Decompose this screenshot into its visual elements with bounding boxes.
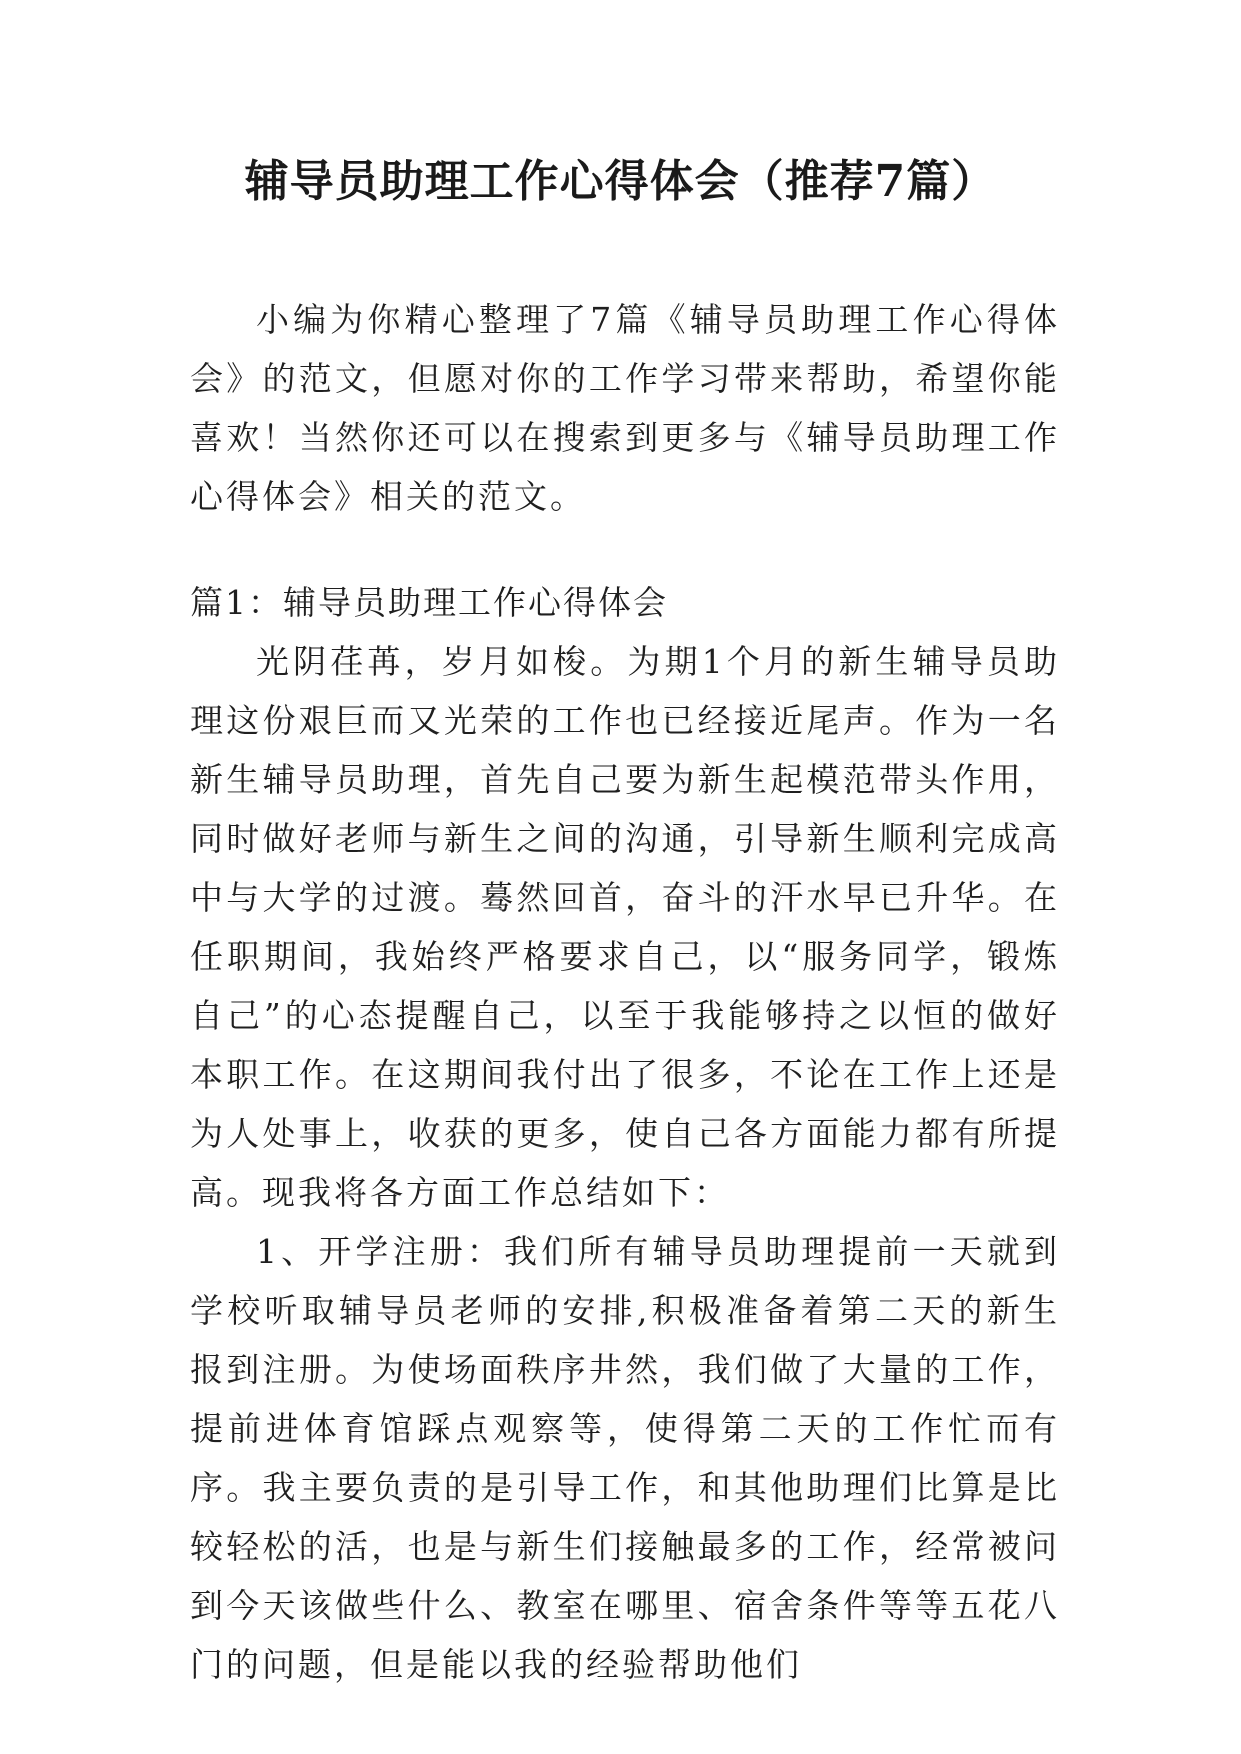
intro-block	[190, 290, 1060, 526]
document-title: 辅导员助理工作心得体会（推荐7篇）	[244, 156, 997, 207]
body-paragraph: 1、开学注册：我们所有辅导员助理提前一天就到学校听取辅导员老师的安排,积极准备着第二天的新生报到注册。为使场面秩序井然，我们做了大量的工作，提前进体育馆踩点观察等，使得第二天的工作忙而有序。我主要负责的是引导工作，和其他助理们比算是比较轻松的活，也是与新生们接触最多的工作，经常被问到今天该做些什么、教室在哪里、宿舍条件等等五花八门的问题，但是能以我的经验帮助他们	[190, 1232, 1060, 1684]
body-paragraph: 光阴荏苒，岁月如梭。为期1个月的新生辅导员助理这份艰巨而又光荣的工作也已经接近尾声。作为一名新生辅导员助理，首先自己要为新生起模范带头作用，同时做好老师与新生之间的沟通，引导新生顺利完成高中与大学的过渡。蓦然回首，奋斗的汗水早已升华。在任职期间，我始终严格要求自己，以“服务同学，锻炼自己”的心态提醒自己，以至于我能够持之以恒的做好本职工作。在这期间我付出了很多，不论在工作上还是为人处事上，收获的更多，使自己各方面能力都有所提高。现我将各方面工作总结如下：	[190, 642, 1060, 1212]
section-heading: 篇1：辅导员助理工作心得体会	[190, 583, 668, 622]
section-1	[190, 573, 1060, 1694]
intro-paragraph: 小编为你精心整理了7篇《辅导员助理工作心得体会》的范文，但愿对你的工作学习带来帮助，希望你能喜欢！当然你还可以在搜索到更多与《辅导员助理工作心得体会》相关的范文。	[190, 300, 1060, 516]
